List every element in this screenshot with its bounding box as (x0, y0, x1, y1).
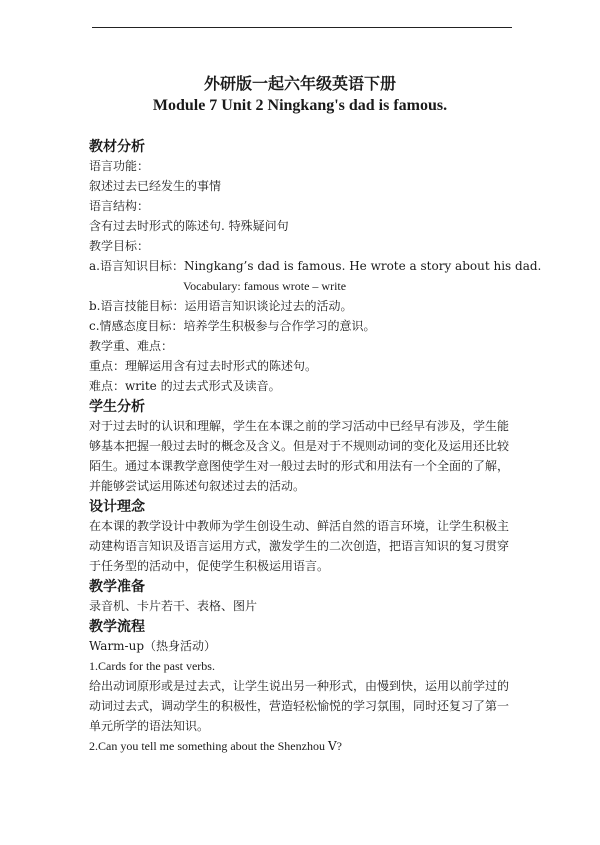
warmup-label: Warm-up（热身活动） (89, 639, 217, 653)
lang-structure-text: 含有过去时形式的陈述句. 特殊疑问句 (89, 219, 289, 233)
lang-function-text: 叙述过去已经发生的事情 (89, 179, 222, 193)
students-line: 并能够尝试运用陈述句叙述过去的活动。 (89, 479, 306, 493)
lang-function-label: 语言功能： (89, 159, 150, 173)
section-heading-prep: 教学准备 (89, 579, 145, 595)
lang-structure-label: 语言结构： (89, 199, 150, 213)
key-points-label: 教学重、难点： (89, 339, 174, 353)
step-2-title: 2.Can you tell me something about the Shenzhou Ⅴ? (89, 739, 342, 753)
students-line: 对于过去时的认识和理解，学生在本课之前的学习活动中已经早有涉及，学生能 (89, 419, 510, 433)
goal-a: a.语言知识目标：Ningkang’s dad is famous. He wrote a story about his dad. (89, 259, 542, 273)
goal-c: c.情感态度目标：培养学生积极参与合作学习的意识。 (89, 319, 376, 333)
step-1-line: 动词过去式，调动学生的积极性，营造轻松愉悦的学习氛围，同时还复习了第一 (89, 699, 510, 713)
step-1-title: 1.Cards for the past verbs. (89, 659, 215, 673)
header-rule (92, 27, 512, 28)
document-title: 外研版一起六年级英语下册 (203, 74, 396, 93)
design-line: 动建构语言知识及语言运用方式，激发学生的二次创造，把语言知识的复习贯穿 (89, 539, 510, 553)
goal-a-vocabulary: Vocabulary: famous wrote – write (183, 279, 347, 293)
document-subtitle: Module 7 Unit 2 Ningkang's dad is famous. (152, 97, 448, 114)
section-heading-analysis: 教材分析 (89, 139, 145, 155)
difficulty: 难点：write 的过去式形式及读音。 (89, 379, 281, 393)
section-heading-students: 学生分析 (89, 399, 145, 415)
design-line: 于任务型的活动中，促使学生积极运用语言。 (89, 559, 330, 573)
step-1-line: 单元所学的语法知识。 (89, 719, 210, 733)
key-point: 重点：理解运用含有过去时形式的陈述句。 (89, 359, 318, 373)
goals-label: 教学目标： (89, 239, 150, 253)
design-line: 在本课的教学设计中教师为学生创设生动、鲜活自然的语言环境，让学生积极主 (89, 519, 510, 533)
students-line: 够基本把握一般过去时的概念及含义。但是对于不规则动词的变化及运用还比较 (89, 439, 510, 453)
goal-b: b.语言技能目标：运用语言知识谈论过去的活动。 (89, 299, 353, 313)
step-1-line: 给出动词原形或是过去式，让学生说出另一种形式，由慢到快，运用以前学过的 (89, 679, 510, 693)
prep-text: 录音机、卡片若干、表格、图片 (89, 599, 258, 613)
section-heading-design: 设计理念 (89, 499, 145, 515)
students-line: 陌生。通过本课教学意图使学生对一般过去时的形式和用法有一个全面的了解， (89, 459, 510, 473)
section-heading-process: 教学流程 (89, 619, 145, 635)
